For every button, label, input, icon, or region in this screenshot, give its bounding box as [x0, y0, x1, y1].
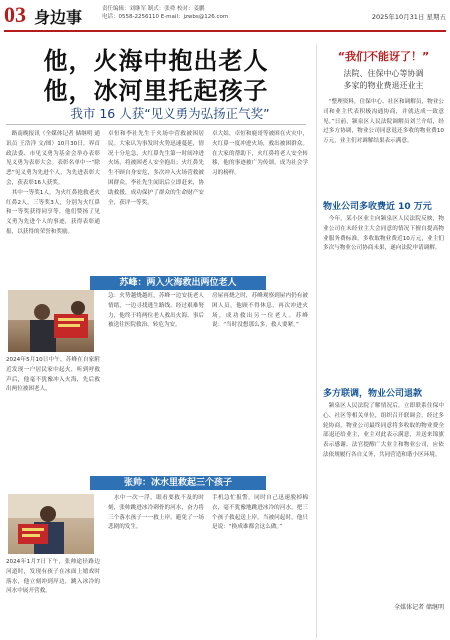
editor-line-2: 电话：0558-2256110 E-mail：jzwbs@126.com — [102, 13, 229, 20]
story2-column-3: 手机急忙报警，同时自己迅速脱掉棉衣，毫不犹豫地跳进冰冷的河水，把三个孩子救起送上岸。当被问起时，他只是说：“换成谁都会这么做。” — [212, 495, 308, 531]
subheadline: 我市 16 人获“见义勇为弘扬正气奖” — [70, 106, 270, 121]
story1-column-2: 急：火势越烧越旺，苏峰一边安抚老人情绪，一边寻找逃生路线。经过艰难努力，他终于将两位老人救出火海，事后被送往医院救治，转危为安。 — [108, 293, 204, 329]
sidebar-section-1: 物业公司多收费近 10 万元 — [323, 202, 432, 212]
intro-column-3: 卓大姑，卓恒和鹿哥等被困在火灾中，火红鼻一度冲进火场，救出被困群众。在大家的帮助下，火红鼻将老人安全转移，他的事迹被广为传颂，成为社会学习的榜样。 — [212, 131, 308, 177]
story1-caption: 2024年5月10日中午，苏峰在自家附近发现一户居民家中起火，听到呼救声后，他毫不犹豫冲入火海，先后救出两位被困老人。 — [6, 357, 100, 393]
page-header — [4, 4, 446, 32]
page-number: 03 — [4, 2, 26, 27]
sidebar-byline: 全媒体记者 储继明 — [394, 604, 444, 611]
editor-line-1: 责任编辑：刘继军 制式：张舜 校对：姜鹏 — [102, 6, 205, 12]
sidebar-section-2: 多方联调，物业公司退款 — [323, 389, 423, 399]
headline-line-1: 他，火海中抱出老人 — [43, 47, 269, 75]
intro-column-1: 路南晚报讯（全媒体记者 储继明 通讯员 王浩洋 文/图）10月30日，界首政法委、市见义勇为基金会举办表彰见义勇为表彰大会。表彰名单中一“除恶”见义勇为先进个人，为先进表彰大会，获表彰16人获奖。 其中一等奖1人，为火红鼻抢救老火红鼻2人，三等奖3人，分别为火红鼻和一等奖获得同享等，他们赞扬了见义勇为先进个人的事迹，获得表彰通报，以获得的荣誉和奖励。 — [6, 131, 100, 235]
award-photo-illustration — [8, 290, 94, 352]
sidebar-subheadline-1: 法院、住保中心等协调 — [343, 69, 424, 78]
editor-info — [102, 6, 242, 21]
story-banner-1: 苏峰：两入火海救出两位老人 — [90, 276, 266, 290]
headline — [6, 46, 306, 106]
story-banner-2: 张帅：冰水里救起三个孩子 — [90, 476, 266, 490]
photo-award-2 — [8, 494, 94, 554]
award-photo-illustration-2 — [8, 494, 94, 554]
sidebar-subheadline-2: 多家的物业费退还业主 — [343, 81, 424, 90]
headline-line-2: 他，冰河里托起孩子 — [43, 77, 269, 105]
sidebar-paragraph-1: “整理资料，住保中心、社区和调解员，物业公司和业主代表积极沟通协商，并就达成一致意见。”日前，颍泉区人民法院调解员刘兰介绍，经过多方协调，物业公司同意退还多收的物业费10万元，业主们对调解结果表示满意。 — [323, 99, 444, 145]
sidebar-article — [316, 44, 444, 638]
intro-column-2: 卓恒和李社先生于火场中营救被困居民。大家认为事发时火势迅速蔓延，情况十分危急，火红鼻先生第一时间冲进火场，将被困老人安全抱出；火红鼻先生不顾自身安危，多次冲入火场营救被困群众。李社先生闻讯后立即赶来，协助救援，成功保护了群众的生命财产安全，获评一等奖。 — [108, 131, 204, 206]
story1-column-3: 房屋再烧之时，苏峰观察到屋内仍有被困人员，他顾不得休息，再次冲进火场，成功救出另一位老人。苏峰说：“当时没想那么多，救人要紧。” — [212, 293, 308, 329]
section-title: 身边事 — [34, 8, 83, 27]
story2-caption: 2024年1月7日下午，张帅途径路边河道时，发现有孩子在冰面上嬉戏时落水，他立刻冲到岸边，跳入冰冷的河水中展开营救。 — [6, 559, 100, 595]
photo-award-1 — [8, 290, 94, 352]
sidebar-headline: “我们不能讶了！” — [337, 50, 430, 63]
sidebar-paragraph-2: 今年，某小区业主向颍泉区人民法院反映，物业公司在未经业主大会同意的情况下擅自提高物业服务费标准，多收取物业费近10万元，业主们多次与物业公司协商未果，遂向法院申请调解。 — [323, 216, 444, 252]
sidebar-paragraph-3: 颍泉区人民法院了解情况后，立即联系住保中心、社区等相关单位，组织召开联调会。经过多轮协商，物业公司最终同意将多收取的物业费全部退还给业主，业主对此表示满意，并送来锦旗表示感谢。法官提醒广大业主和物业公司，应依法依规履行各自义务，共同营造和谐小区环境。 — [323, 403, 444, 458]
divider — [6, 124, 306, 125]
story2-column-1: 水中一次一浮，眼看要救不及的时刻，张帅跳进冰冷刺骨的河水，奋力将三个落水孩子一一救上岸，避免了一场悲剧的发生。 — [108, 495, 204, 531]
issue-date: 2025年10月31日 星期五 — [371, 13, 446, 21]
